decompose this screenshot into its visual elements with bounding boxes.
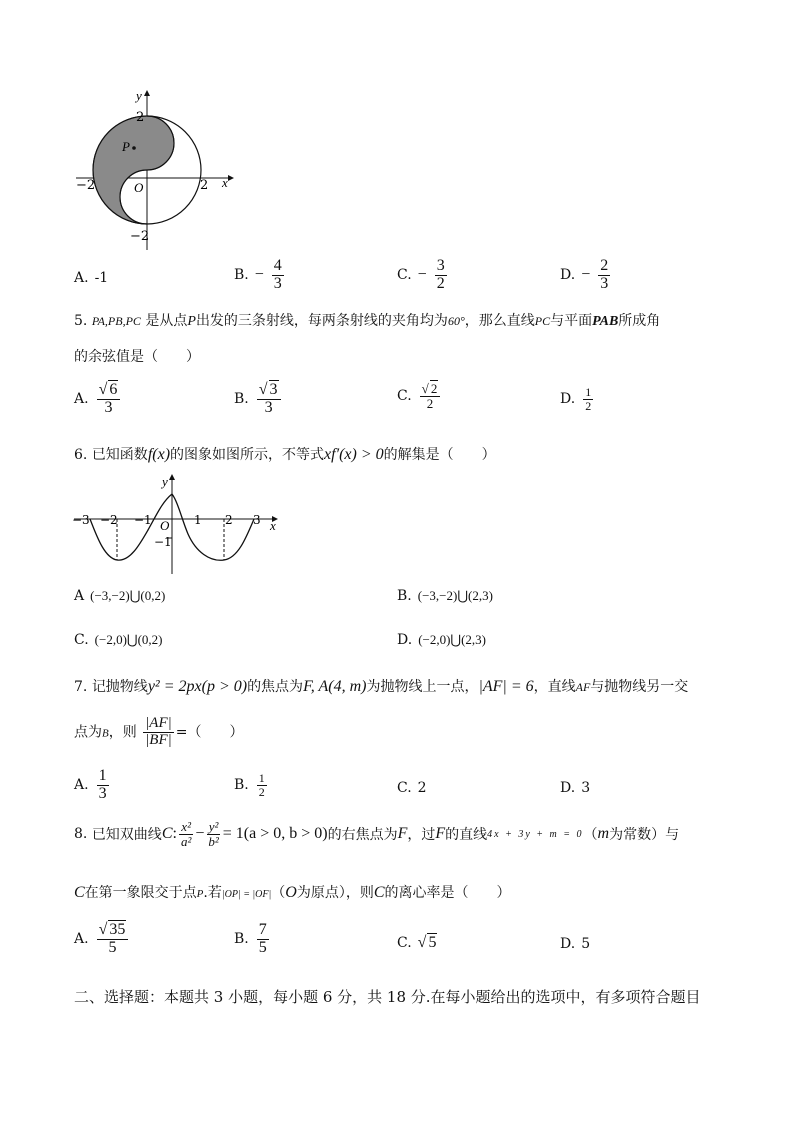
q6-option-a[interactable]: A (−3,−2)⋃(0,2) bbox=[74, 588, 166, 604]
q4-option-c[interactable]: C. − $\frac{3}{2}$ bbox=[397, 257, 445, 292]
q8-stem-line1: 8. 已知双曲线 C : $\frac{\text{x²}}{\text{a²}}$ − $\frac{\text{y²}}{\text{b²}}$ = 1(a > 0, b > 0) 的右焦点为 F ，过 F 的直线 4x + 3y + m = 0 （ m 为常数）与 bbox=[74, 819, 680, 849]
q5-stem-line1: 5. PA,PB,PC 是从点P出发的三条射线，每两条射线的夹角均为60°，那么直线PC与平面PAB所成角 bbox=[74, 313, 661, 329]
q7-option-b[interactable]: B. $\frac{1}{2}$ bbox=[234, 771, 265, 799]
function-graph bbox=[70, 472, 290, 577]
y-axis-label: y bbox=[136, 88, 142, 103]
point-p-label: P bbox=[122, 139, 130, 154]
q7-stem-line1: 7. 记抛物线y² = 2px(p > 0)的焦点为F, A(4, m)为抛物线上一点，|AF| = 6，直线AF与抛物线另一交 bbox=[74, 678, 689, 695]
yin-yang-figure bbox=[70, 88, 240, 258]
q7-option-c[interactable]: C. 2 bbox=[397, 780, 427, 796]
q5-option-d[interactable]: D. $\frac{1}{2}$ bbox=[560, 385, 592, 413]
q4-option-d[interactable]: D. − $\frac{2}{3}$ bbox=[560, 257, 609, 292]
q4-option-b[interactable]: B. − $\frac{4}{3}$ bbox=[234, 257, 282, 292]
q8-stem-line2: C在第一象限交于点P.若|OP| = |OF|（O为原点），则C的离心率是（ ） bbox=[74, 884, 511, 901]
y-tick-2: 2 bbox=[136, 110, 145, 125]
graph-tick-neg2: −2 bbox=[100, 513, 118, 527]
q5-option-c[interactable]: C. $\frac{√ 2}{2}$ bbox=[397, 382, 442, 410]
q6-option-c[interactable]: C. (−2,0)⋃(0,2) bbox=[74, 632, 163, 648]
q8-option-a[interactable]: A. $\frac{√ 35}{5}$ bbox=[74, 922, 130, 957]
graph-tick-3: 3 bbox=[253, 513, 261, 527]
q4-c-fraction: $\frac{3}{2}$ bbox=[436, 257, 445, 292]
graph-tick-neg1: −1 bbox=[134, 513, 152, 527]
q4-option-a[interactable]: A. -1 bbox=[74, 270, 109, 286]
q8-option-c[interactable]: C. √ 5 bbox=[397, 934, 437, 951]
q6-stem: 6. 已知函数f(x)的图象如图所示，不等式xf′(x) > 0的解集是（ ） bbox=[74, 446, 496, 463]
q6-option-d[interactable]: D. (−2,0)⋃(2,3) bbox=[397, 632, 486, 648]
section2-heading: 二、选择题：本题共 3 小题，每小题 6 分，共 18 分.在每小题给出的选项中，有多项符合题目 bbox=[74, 988, 701, 1006]
q7-ratio: $\frac{|AF|}{|BF|}$ bbox=[145, 715, 172, 748]
q7-stem-line2: 点为B，则 $\frac{|AF|}{|BF|}$ =（ ） bbox=[74, 715, 244, 748]
q5-option-a[interactable]: A. $\frac{√ 6}{3}$ bbox=[74, 382, 122, 417]
graph-minus1: −1 bbox=[154, 535, 172, 549]
graph-tick-1: 1 bbox=[194, 513, 202, 527]
y-tick-neg2: −2 bbox=[130, 229, 150, 244]
x-tick-neg2: −2 bbox=[76, 178, 96, 193]
graph-y-label: y bbox=[162, 474, 168, 489]
graph-origin: O bbox=[160, 518, 170, 533]
graph-tick-neg3: −3 bbox=[72, 513, 90, 527]
q8-option-d[interactable]: D. 5 bbox=[560, 936, 591, 952]
q4-d-fraction: $\frac{2}{3}$ bbox=[600, 257, 609, 292]
q8-option-b[interactable]: B. $\frac{7}{5}$ bbox=[234, 921, 267, 956]
q5-option-b[interactable]: B. $\frac{√ 3}{3}$ bbox=[234, 382, 283, 417]
q7-option-d[interactable]: D. 3 bbox=[560, 780, 591, 796]
q4-b-fraction: $\frac{4}{3}$ bbox=[273, 257, 282, 292]
x-tick-2: 2 bbox=[200, 178, 209, 193]
q7-option-a[interactable]: A. $\frac{1}{3}$ bbox=[74, 767, 107, 802]
graph-tick-2: 2 bbox=[225, 513, 233, 527]
q5-stem-line2: 的余弦值是（ ） bbox=[74, 349, 200, 365]
x-axis-label: x bbox=[222, 175, 228, 190]
origin-label: O bbox=[134, 180, 144, 195]
q6-option-b[interactable]: B. (−3,−2)⋃(2,3) bbox=[397, 588, 493, 604]
graph-x-label: x bbox=[270, 518, 276, 533]
